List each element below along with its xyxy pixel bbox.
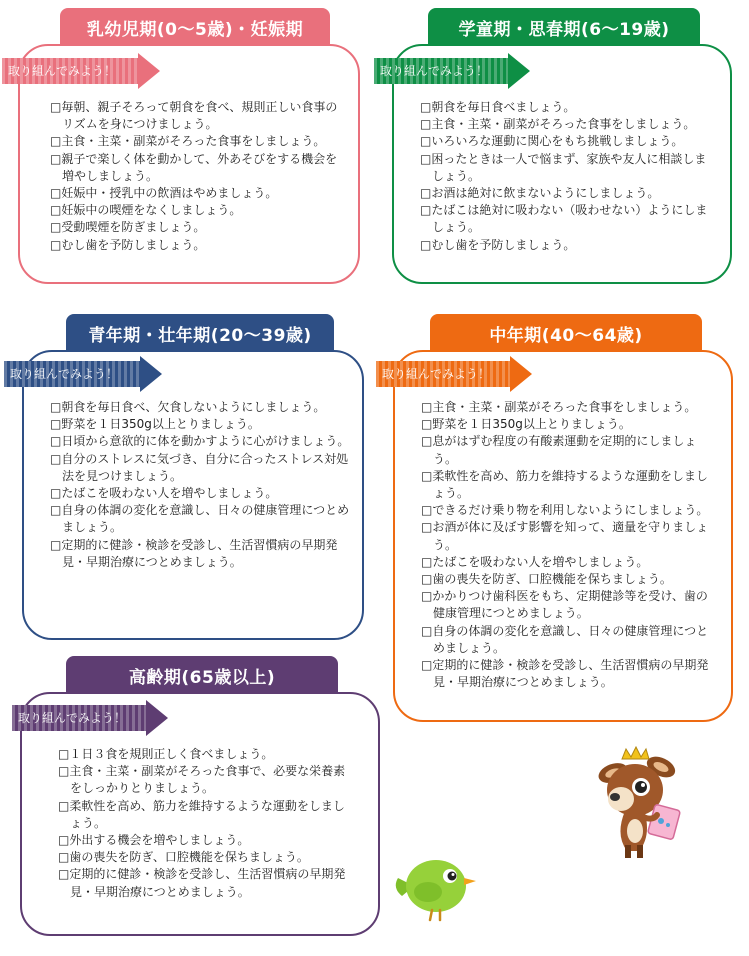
list-item: □受動喫煙を防ぎましょう。 [50, 220, 206, 235]
list-item: □妊娠中の喫煙をなくしましょう。 [50, 203, 242, 218]
list-item: □定期的に健診・検診を受診し、生活習慣病の早期発見・早期治療につとめましょう。 [421, 658, 709, 690]
list-item: □野菜を１日350g以上とりましょう。 [421, 417, 631, 432]
list-school [420, 99, 716, 254]
list-infant [50, 99, 338, 254]
cta-label: 取り組んでみよう！ [18, 711, 127, 725]
list-item: □むし歯を予防しましょう。 [420, 237, 576, 252]
section-title-middle-age: 中年期(40〜64歳) [430, 314, 702, 352]
list-item: □朝食を毎日食べ、欠食しないようにしましょう。 [50, 400, 326, 414]
cta-arrow-elderly [12, 700, 168, 736]
cta-arrow-school [374, 53, 530, 89]
list-item: □１日３食を規則正しく食べましょう。 [58, 747, 274, 761]
list-item: □親子で楽しく体を動かして、外あそびをする機会を増やしましょう。 [50, 151, 338, 183]
list-item: □朝食を毎日食べましょう。 [420, 100, 576, 114]
list-item: □主食・主菜・副菜がそろった食事をしましょう。 [421, 400, 697, 414]
section-title-infant: 乳幼児期(0〜5歳)・妊娠期 [60, 8, 330, 46]
list-item: □野菜を１日350g以上とりましょう。 [50, 417, 260, 432]
list-item: □自分のストレスに気づき、自分に合ったストレス対処法を見つけましょう。 [50, 451, 349, 483]
list-item: □自身の体調の変化を意識し、日々の健康管理につとめましょう。 [421, 623, 709, 655]
list-item: □主食・主菜・副菜がそろった食事をしましょう。 [50, 134, 326, 149]
list-item: □毎朝、親子そろって朝食を食べ、規則正しい食事のリズムを身につけましょう。 [50, 100, 338, 132]
green-bird-icon [392, 848, 482, 924]
cta-label: 取り組んでみよう！ [10, 367, 119, 381]
list-item: □困ったときは一人で悩まず、家族や友人に相談しましょう。 [420, 151, 707, 183]
list-item: □たばこを吸わない人を増やしましょう。 [50, 486, 278, 501]
list-young-adult [50, 399, 352, 571]
cta-label: 取り組んでみよう！ [8, 64, 117, 78]
cta-arrow-infant [2, 53, 160, 89]
list-item: □外出する機会を増やしましょう。 [58, 833, 250, 848]
list-item: □日頃から意欲的に体を動かすように心がけましょう。 [50, 434, 350, 449]
list-middle-age [421, 399, 717, 691]
deer-mascot-icon [595, 745, 705, 860]
list-item: □妊娠中・授乳中の飲酒はやめましょう。 [50, 186, 278, 201]
list-item: □お酒が体に及ぼす影響を知って、適量を守りましょう。 [421, 520, 709, 552]
cta-label: 取り組んでみよう！ [382, 367, 491, 381]
list-elderly [58, 746, 356, 901]
list-item: □できるだけ乗り物を利用しないようにしましょう。 [421, 503, 709, 518]
section-title-school: 学童期・思春期(6〜19歳) [428, 8, 700, 46]
list-item: □主食・主菜・副菜がそろった食事をしましょう。 [420, 117, 696, 132]
list-item: □歯の喪失を防ぎ、口腔機能を保ちましょう。 [58, 850, 309, 865]
list-item: □息がはずむ程度の有酸素運動を定期的にしましょう。 [421, 434, 697, 466]
cta-arrow-middle-age [376, 356, 532, 392]
cta-arrow-young-adult [4, 356, 162, 392]
list-item: □主食・主菜・副菜がそろった食事で、必要な栄養素をしっかりとりましょう。 [58, 764, 346, 796]
list-item: □柔軟性を高め、筋力を維持するような運動をしましょう。 [58, 798, 345, 830]
list-item: □定期的に健診・検診を受診し、生活習慣病の早期発見・早期治療につとめましょう。 [50, 537, 338, 569]
list-item: □柔軟性を高め、筋力を維持するような運動をしましょう。 [421, 468, 708, 501]
list-item: □むし歯を予防しましょう。 [50, 237, 206, 252]
list-item: □たばこを吸わない人を増やしましょう。 [421, 554, 649, 569]
section-title-young-adult: 青年期・壮年期(20〜39歳) [66, 314, 334, 352]
list-item: □自身の体調の変化を意識し、日々の健康管理につとめましょう。 [50, 503, 350, 535]
list-item: □定期的に健診・検診を受診し、生活習慣病の早期発見・早期治療につとめましょう。 [58, 867, 346, 899]
list-item: □お酒は絶対に飲まないようにしましょう。 [420, 186, 660, 201]
section-title-elderly: 高齢期(65歳以上) [66, 656, 338, 694]
list-item: □かかりつけ歯科医をもち、定期健診等を受け、歯の健康管理につとめましょう。 [421, 589, 708, 621]
list-item: □いろいろな運動に関心をもち挑戦しましょう。 [420, 134, 684, 149]
cta-label: 取り組んでみよう！ [380, 64, 489, 78]
list-item: □たばこは絶対に吸わない（吸わせない）ようにしましょう。 [420, 203, 708, 235]
list-item: □歯の喪失を防ぎ、口腔機能を保ちましょう。 [421, 572, 672, 587]
